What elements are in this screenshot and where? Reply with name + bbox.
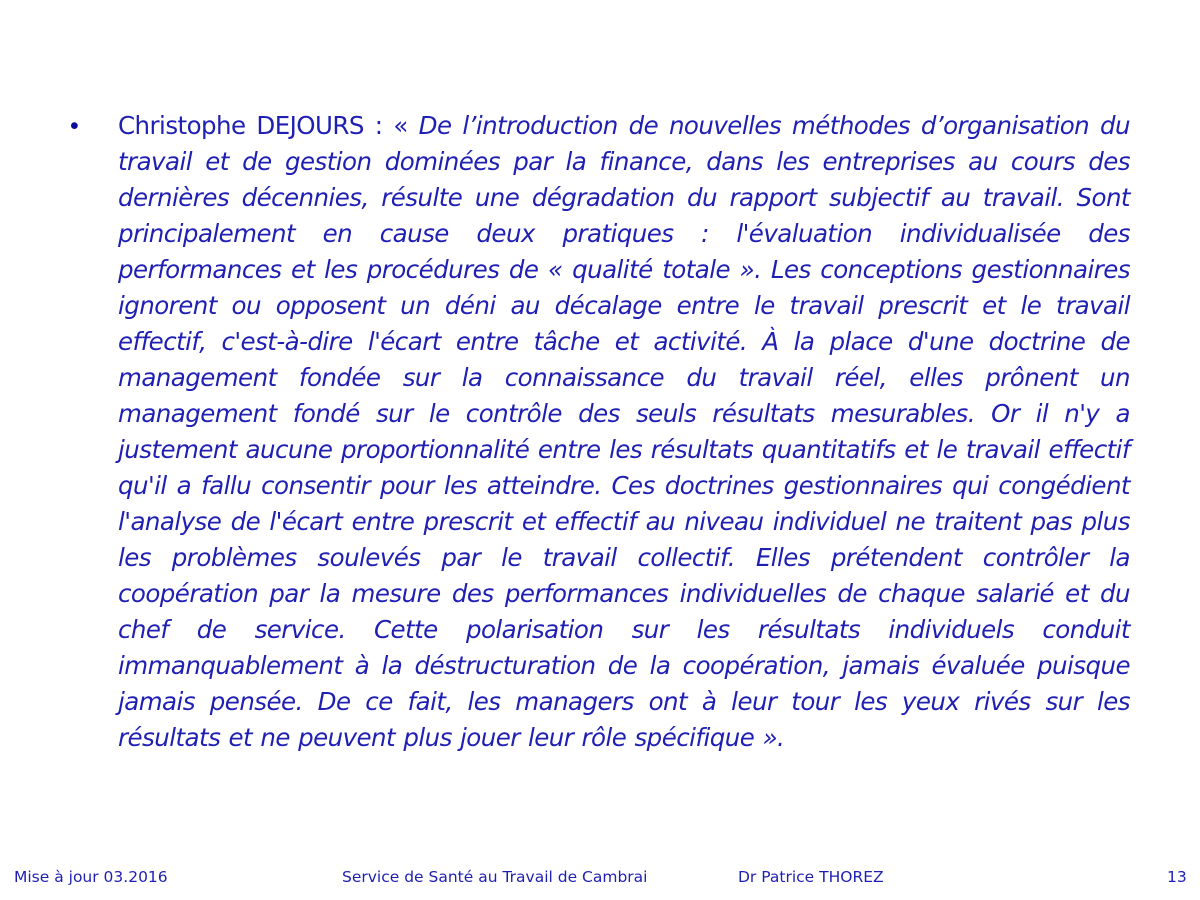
bullet-icon: •	[70, 112, 79, 140]
footer-service: Service de Santé au Travail de Cambrai	[342, 868, 648, 886]
quote-text: De l’introduction de nouvelles méthodes d’organisation du travail et de gestion dominées par la finance, dans les entreprises au cours des dernières décennies, résulte une dégradation du rapport subjectif au travail. Sont principalement en cause deux pratiques : l'évaluation individualisée des performances et les procédures de « qualité totale ». Les conceptions gestionnaires ignorent ou opposent un déni au décalage entre le travail prescrit et le travail effectif, c'est-à-dire l'écart entre tâche et activité. À la place d'une doctrine de management fondée sur la connaissance du travail réel, elles prônent un management fondé sur le contrôle des seuls résultats mesurables. Or il n'y a justement aucune proportionnalité entre les résultats quantitatifs et le travail effectif qu'il a fallu consentir pour les atteindre. Ces doctrines gestionnaires qui congédient l'analyse de l'écart entre prescrit et effectif au niveau individuel ne traitent pas plus les problèmes soulevés par le travail collectif. Elles prétendent contrôler la coopération par la mesure des performances individuelles de chaque salarié et du chef de service. Cette polarisation sur les résultats individuels conduit immanquablement à la déstructuration de la coopération, jamais évaluée puisque jamais pensée. De ce fait, les managers ont à leur tour les yeux rivés sur les résultats et ne peuvent plus jouer leur rôle spécifique ».	[118, 111, 1130, 752]
quote-paragraph	[118, 108, 1130, 756]
quote-author: Christophe DEJOURS :	[118, 111, 383, 140]
quote-open-mark: «	[393, 111, 408, 140]
bullet-item	[70, 108, 1130, 756]
footer-doctor: Dr Patrice THOREZ	[738, 868, 884, 886]
footer-page-number: 13	[1167, 868, 1187, 886]
footer-date: Mise à jour 03.2016	[14, 868, 168, 886]
